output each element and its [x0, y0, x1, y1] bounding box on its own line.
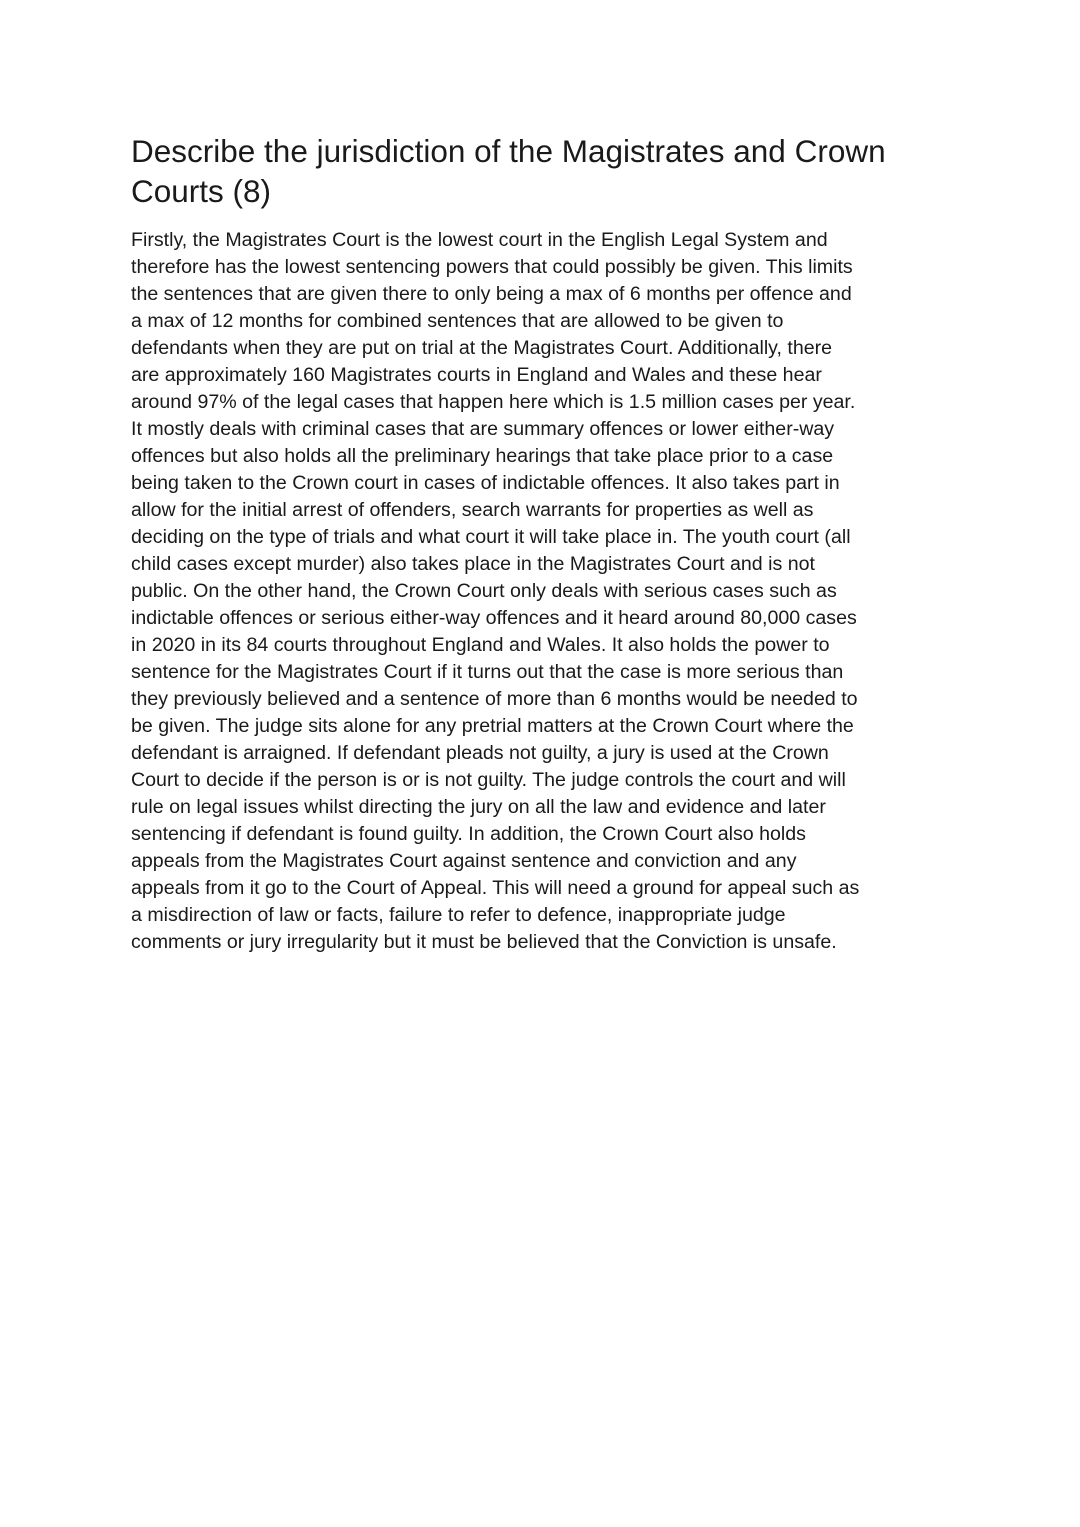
body-line: Court to decide if the person is or is not guilty. The judge controls the court and will [131, 769, 846, 791]
body-line: appeals from the Magistrates Court against sentence and conviction and any [131, 850, 797, 872]
body-line: around 97% of the legal cases that happen here which is 1.5 million cases per year. [131, 391, 856, 413]
body-line: deciding on the type of trials and what court it will take place in. The youth court (all [131, 526, 851, 548]
body-line: comments or jury irregularity but it must be believed that the Conviction is unsafe. [131, 931, 837, 953]
body-line: sentencing if defendant is found guilty. In addition, the Crown Court also holds [131, 823, 806, 845]
body-line: child cases except murder) also takes place in the Magistrates Court and is not [131, 553, 815, 575]
body-line: a max of 12 months for combined sentences that are allowed to be given to [131, 310, 784, 332]
document-title: Describe the jurisdiction of the Magistrates and Crown Courts (8) [131, 133, 886, 209]
body-line: in 2020 in its 84 courts throughout England and Wales. It also holds the power to [131, 634, 830, 656]
body-line: allow for the initial arrest of offenders, search warrants for properties as well as [131, 499, 814, 521]
body-line: Firstly, the Magistrates Court is the lowest court in the English Legal System and [131, 229, 828, 251]
body-line: are approximately 160 Magistrates courts in England and Wales and these hear [131, 364, 822, 386]
body-line: they previously believed and a sentence of more than 6 months would be needed to [131, 688, 858, 710]
body-line: sentence for the Magistrates Court if it turns out that the case is more serious than [131, 661, 844, 683]
body-line: a misdirection of law or facts, failure to refer to defence, inappropriate judge [131, 904, 786, 926]
body-line: public. On the other hand, the Crown Court only deals with serious cases such as [131, 580, 837, 602]
body-line: rule on legal issues whilst directing the jury on all the law and evidence and later [131, 796, 826, 818]
body-line: indictable offences or serious either-way offences and it heard around 80,000 cases [131, 607, 857, 629]
body-line: defendants when they are put on trial at the Magistrates Court. Additionally, there [131, 337, 833, 359]
body-line: appeals from it go to the Court of Appeal. This will need a ground for appeal such as [131, 877, 860, 899]
body-line: therefore has the lowest sentencing powers that could possibly be given. This limits [131, 256, 853, 278]
body-line: be given. The judge sits alone for any pretrial matters at the Crown Court where the [131, 715, 854, 737]
body-line: the sentences that are given there to only being a max of 6 months per offence and [131, 283, 852, 305]
document-body [131, 227, 961, 956]
body-line: It mostly deals with criminal cases that are summary offences or lower either-way [131, 418, 835, 440]
body-line: being taken to the Crown court in cases of indictable offences. It also takes part in [131, 472, 840, 494]
body-line: defendant is arraigned. If defendant pleads not guilty, a jury is used at the Crown [131, 742, 829, 764]
body-line: offences but also holds all the preliminary hearings that take place prior to a case [131, 445, 834, 467]
